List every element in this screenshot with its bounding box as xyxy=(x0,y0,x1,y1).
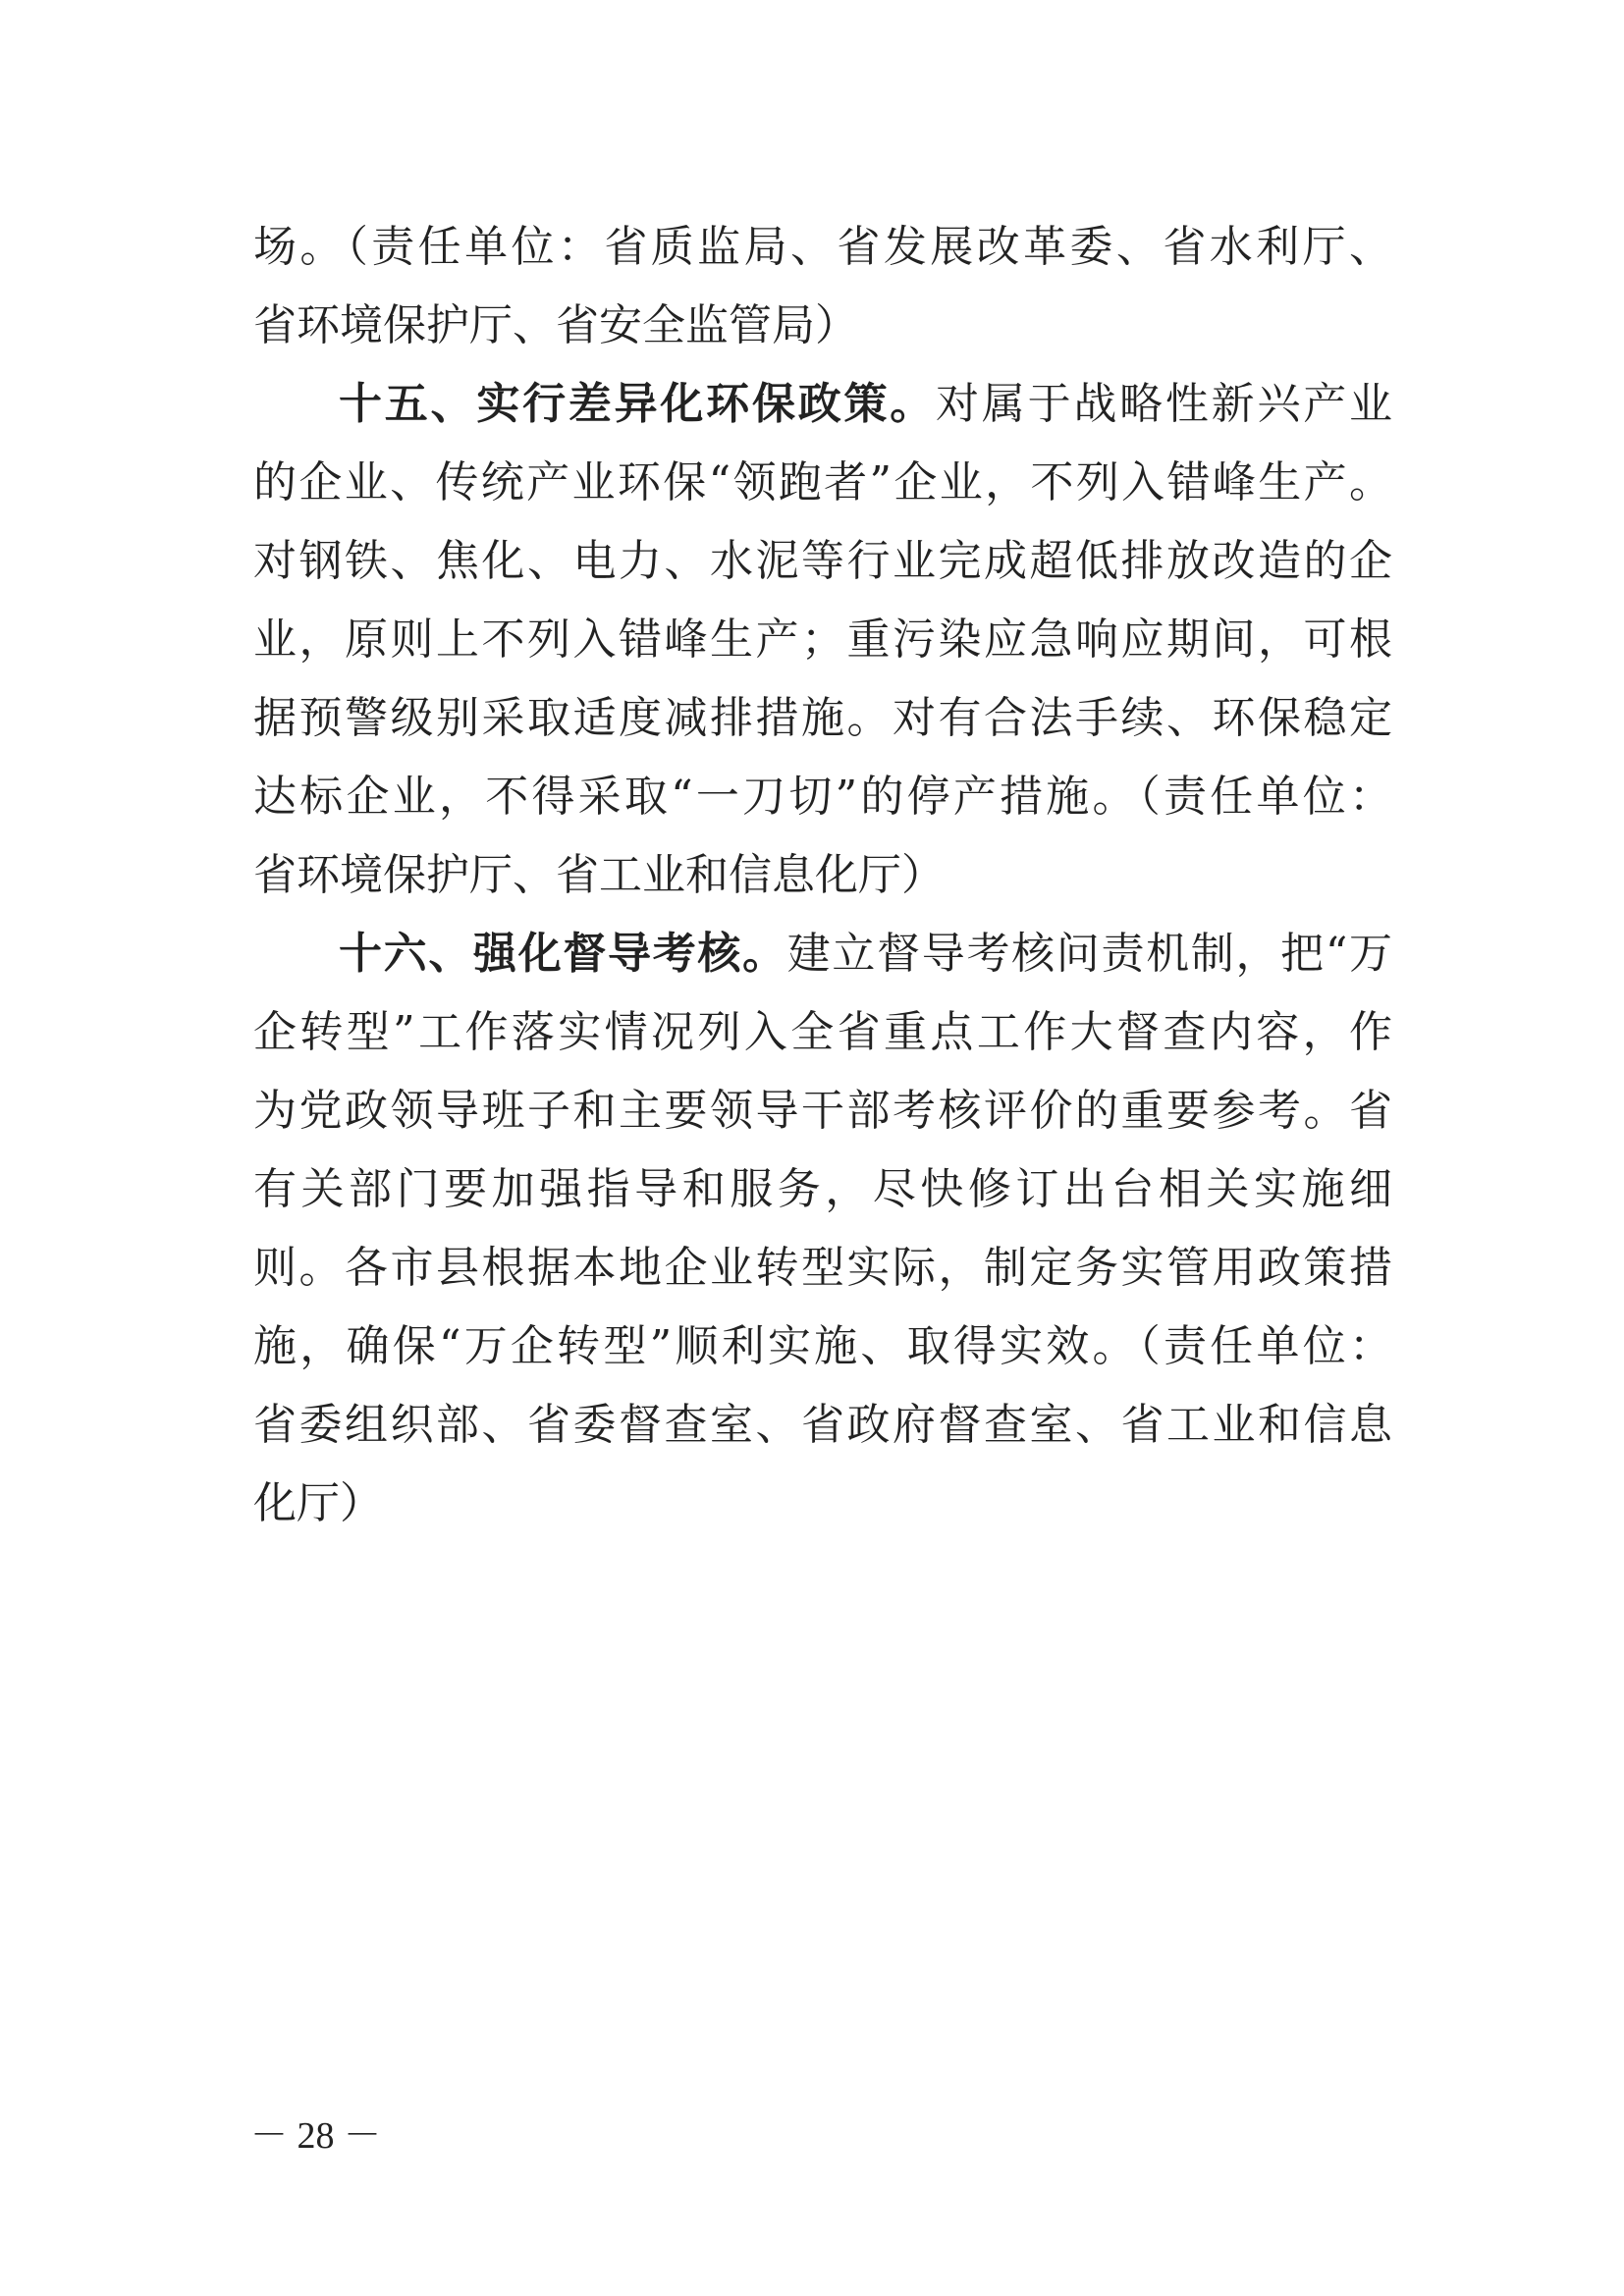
text-line: 业，原则上不列入错峰生产；重污染应急响应期间，可根 xyxy=(253,614,1392,665)
text-line: 施，确保“万企转型”顺利实施、取得实效。（责任单位： xyxy=(253,1321,1392,1371)
page-number: － 28 － xyxy=(250,2115,382,2157)
section-16-first-line xyxy=(339,925,1392,984)
text-line: 化厅） xyxy=(253,1478,383,1528)
text-line: 省委组织部、省委督查室、省政府督查室、省工业和信息 xyxy=(253,1400,1392,1450)
text-line: 有关部门要加强指导和服务，尽快修订出台相关实施细 xyxy=(253,1164,1392,1214)
section-16-heading: 十六、强化督导考核。 xyxy=(339,929,787,979)
text-line: 达标企业，不得采取“一刀切”的停产措施。（责任单位： xyxy=(253,772,1392,822)
text-line: 省环境保护厅、省工业和信息化厅） xyxy=(253,850,945,900)
text-line: 则。各市县根据本地企业转型实际，制定务实管用政策措 xyxy=(253,1243,1392,1293)
section-15-first-line xyxy=(339,375,1392,434)
text-line: 对钢铁、焦化、电力、水泥等行业完成超低排放改造的企 xyxy=(253,536,1392,586)
text-line: 为党政领导班子和主要领导干部考核评价的重要参考。省 xyxy=(253,1086,1392,1136)
text-line: 据预警级别采取适度减排措施。对有合法手续、环保稳定 xyxy=(253,693,1392,743)
section-15-first-line-text: 对属于战略性新兴产业 xyxy=(936,379,1393,429)
text-line: 省环境保护厅、省安全监管局） xyxy=(253,300,858,350)
text-line: 的企业、传统产业环保“领跑者”企业，不列入错峰生产。 xyxy=(253,457,1392,507)
text-line: 企转型”工作落实情况列入全省重点工作大督查内容，作 xyxy=(253,1007,1392,1057)
section-16-first-line-text: 建立督导考核问责机制，把“万 xyxy=(786,929,1393,979)
text-line: 场。（责任单位：省质监局、省发展改革委、省水利厅、 xyxy=(253,222,1392,272)
section-15-heading: 十五、实行差异化环保政策。 xyxy=(339,379,937,429)
